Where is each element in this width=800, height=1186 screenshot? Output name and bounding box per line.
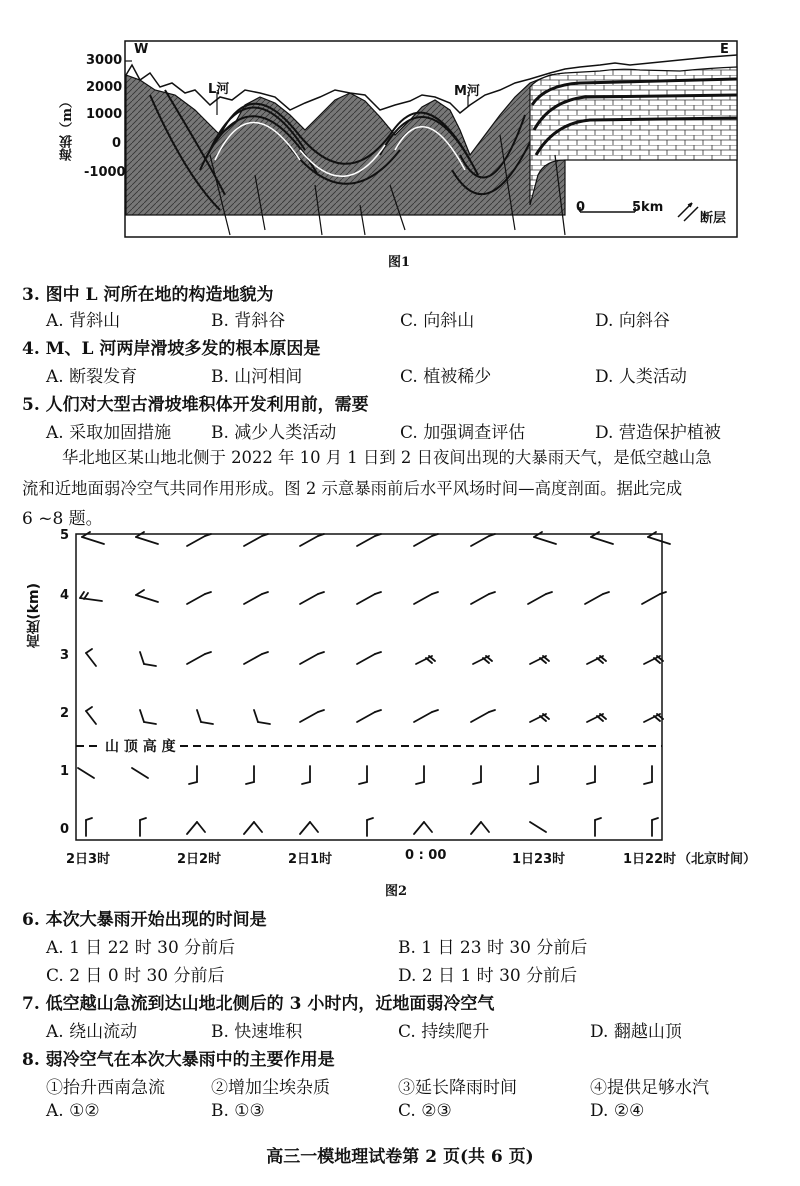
wind-barb-r2-c3 [244, 654, 262, 664]
q4-stem: 4. M、L 河两岸滑坡多发的根本原因是 [22, 339, 321, 359]
wind-barb-r1-c8-flag [546, 592, 552, 594]
fig2-x-tick-2d3h: 2日3时 [66, 852, 111, 867]
wind-barb-r3-c0-flag [86, 707, 92, 711]
fig2-y-tick-4: 4 [60, 588, 70, 603]
q5-option-b[interactable]: B. 减少人类活动 [211, 423, 337, 443]
wind-barb-r5-c4 [300, 822, 310, 834]
wind-barb-r1-c4 [300, 594, 318, 604]
wind-barb-r1-c5 [357, 594, 375, 604]
y-tick-1000: 1000 [86, 107, 123, 122]
wind-barb-r3-c6 [414, 712, 432, 722]
y-tick-neg1000: -1000 [84, 165, 126, 180]
wind-barb-r5-c8 [530, 822, 546, 832]
wind-barb-r1-c4-flag [318, 592, 324, 594]
figure1-caption: 图1 [388, 255, 411, 270]
q6-option-a[interactable]: A. 1 日 22 时 30 分前后 [46, 938, 236, 958]
q4-option-b[interactable]: B. 山河相间 [211, 367, 303, 387]
q8-option-c[interactable]: C. ②③ [398, 1101, 452, 1121]
q5-option-c[interactable]: C. 加强调查评估 [400, 423, 526, 443]
wind-barb-r3-c3 [254, 710, 258, 722]
fig2-x-tick-0h: 0 : 00 [405, 848, 447, 863]
q4-option-d[interactable]: D. 人类活动 [595, 367, 687, 387]
scale-5km: 5km [632, 200, 664, 215]
wind-barb-r5-c0-flag [86, 818, 92, 820]
wind-barb-r2-c0-flag [86, 649, 92, 653]
wind-barb-r3-c4 [300, 712, 318, 722]
fig2-y-axis-title [24, 583, 46, 648]
wind-barb-r0-c1 [136, 537, 158, 544]
wind-barb-r3-c5-flag [375, 710, 381, 712]
wind-barb-r3-c2 [197, 710, 201, 722]
fig2-y-tick-3: 3 [60, 648, 70, 663]
wind-barb-r3-c1 [140, 710, 144, 722]
fig2-x-unit: （北京时间） [678, 852, 757, 867]
q5-stem: 5. 人们对大型古滑坡堆积体开发利用前，需要 [22, 395, 369, 415]
wind-barb-r5-c7 [471, 822, 481, 834]
wind-barb-r4-c9-flag [587, 782, 595, 784]
wind-barb-r0-c7 [471, 536, 489, 546]
wind-barb-r2-c3-flag [262, 652, 268, 654]
q8-item-1: ①抬升西南急流 [46, 1078, 165, 1098]
fig2-x-tick-1d23h: 1日23时 [512, 852, 566, 867]
wind-barb-r1-c2-flag [205, 592, 211, 594]
wind-barb-r1-c2 [187, 594, 205, 604]
wind-barb-r5-c1-flag [140, 818, 146, 820]
y-tick-0: 0 [112, 136, 122, 151]
wind-barb-r1-c7-flag [489, 592, 495, 594]
wind-barb-r5-c10-flag [652, 818, 658, 820]
wind-barb-r2-c5-flag [375, 652, 381, 654]
q8-option-d[interactable]: D. ②④ [590, 1101, 645, 1121]
wind-barb-r4-c4-flag [302, 782, 310, 784]
q3-option-b[interactable]: B. 背斜谷 [211, 311, 286, 331]
q4-option-c[interactable]: C. 植被稀少 [400, 367, 492, 387]
scale-zero: 0 [576, 200, 586, 215]
wind-barb-r0-c4 [300, 536, 318, 546]
wind-barb-r2-c4-flag [318, 652, 324, 654]
wind-barb-r5-c9-flag [595, 818, 601, 820]
wind-barb-r0-c5 [357, 536, 375, 546]
wind-barb-r1-c7 [471, 594, 489, 604]
wind-barb-r0-c0 [82, 537, 104, 544]
fig2-y-tick-1: 1 [60, 764, 70, 779]
fig2-x-tick-2d2h: 2日2时 [177, 852, 222, 867]
wind-barb-r5-c7-b [481, 822, 489, 832]
label-e: E [720, 42, 729, 57]
wind-barb-r4-c0 [78, 768, 94, 778]
wind-barb-r3-c6-flag [432, 710, 438, 712]
wind-barb-r5-c2-b [197, 822, 205, 832]
q5-option-d[interactable]: D. 营造保护植被 [595, 423, 721, 443]
wind-barb-r0-c10 [648, 537, 670, 544]
wind-barb-r1-c3-flag [262, 592, 268, 594]
figure1 [60, 35, 750, 245]
wind-barb-r4-c6-flag [416, 782, 424, 784]
wind-barb-r2-c0 [86, 653, 96, 666]
fault-legend-label: 断层 [700, 211, 727, 226]
q3-option-c[interactable]: C. 向斜山 [400, 311, 475, 331]
wind-barb-r2-c1 [140, 652, 144, 664]
q7-option-c[interactable]: C. 持续爬升 [398, 1022, 490, 1042]
wind-barb-r0-c8 [534, 537, 556, 544]
wind-barb-r0-c9 [591, 537, 613, 544]
wind-barb-r3-c7 [471, 712, 489, 722]
fig2-y-tick-2: 2 [60, 706, 70, 721]
passage [22, 442, 778, 535]
wind-barb-r5-c5-flag [367, 818, 373, 820]
fault-legend-icon [678, 203, 698, 221]
wind-barb-r3-c1-flag [144, 722, 156, 724]
river-l-label: L河 [208, 82, 230, 97]
wind-barb-r4-c5-flag [359, 782, 367, 784]
y-tick-2000: 2000 [86, 80, 123, 95]
fig2-y-tick-5: 5 [60, 528, 70, 543]
wind-barb-r1-c10 [642, 594, 660, 604]
wind-barb-r3-c2-flag [201, 722, 213, 724]
wind-barb-r3-c3-flag [258, 722, 270, 724]
wind-profile-plot [20, 528, 780, 873]
q8-item-4: ④提供足够水汽 [590, 1078, 709, 1098]
wind-barb-r4-c2-flag [189, 782, 197, 784]
wind-barb-r0-c3 [244, 536, 262, 546]
q8-item-3: ③延长降雨时间 [398, 1078, 517, 1098]
q3-option-d[interactable]: D. 向斜谷 [595, 311, 670, 331]
fig2-x-tick-2d1h: 2日1时 [288, 852, 333, 867]
wind-barb-r1-c6 [414, 594, 432, 604]
wind-barb-r5-c2 [187, 822, 197, 834]
wind-barb-r4-c7-flag [473, 782, 481, 784]
wind-barb-r3-c4-flag [318, 710, 324, 712]
wind-barb-r1-c10-flag [660, 592, 666, 594]
wind-barb-r4-c10-flag [644, 782, 652, 784]
wind-barb-r0-c6 [414, 536, 432, 546]
q4-option-a[interactable]: A. 断裂发育 [46, 367, 138, 387]
wind-barb-r4-c8-flag [530, 782, 538, 784]
wind-barb-r2-c1-flag [144, 664, 156, 666]
q7-stem: 7. 低空越山急流到达山地北侧后的 3 小时内，近地面弱冷空气 [22, 994, 495, 1014]
wind-barb-r1-c0-f1 [80, 592, 84, 598]
passage-line-2: 流和近地面弱冷空气共同作用形成。图 2 示意暴雨前后水平风场时间—高度剖面。据此完成 [22, 479, 683, 498]
q7-option-d[interactable]: D. 翻越山顶 [590, 1022, 682, 1042]
wind-barb-r3-c7-flag [489, 710, 495, 712]
wind-barb-r3-c5 [357, 712, 375, 722]
q3-option-a[interactable]: A. 背斜山 [46, 311, 121, 331]
wind-barb-r1-c5-flag [375, 592, 381, 594]
q7-option-b[interactable]: B. 快速堆积 [211, 1022, 303, 1042]
fig2-y-tick-0: 0 [60, 822, 70, 837]
wind-barb-r2-c2 [187, 654, 205, 664]
passage-line-1: 华北地区某山地北侧于 2022 年 10 月 1 日到 2 日夜间出现的大暴雨天气，是低空越山急 [62, 448, 712, 467]
wind-barb-r1-c1-flag [136, 590, 144, 595]
wind-barb-r5-c3 [244, 822, 254, 834]
river-m-label: M河 [454, 84, 480, 99]
q8-item-2: ②增加尘埃杂质 [211, 1078, 330, 1098]
q6-stem: 6. 本次大暴雨开始出现的时间是 [22, 910, 267, 930]
wind-barb-r1-c1 [136, 595, 158, 602]
page-footer: 高三一模地理试卷第 2 页(共 6 页) [266, 1147, 534, 1167]
q8-option-a[interactable]: A. ①② [46, 1101, 100, 1121]
q6-option-d[interactable]: D. 2 日 1 时 30 分前后 [398, 966, 578, 986]
y-axis-title-text: 海拔（m） [60, 95, 75, 161]
mountain-top-label: 山 顶 高 度 [102, 736, 179, 756]
wind-barb-r2-c4 [300, 654, 318, 664]
q7-option-a[interactable]: A. 绕山流动 [46, 1022, 138, 1042]
y-axis-title [58, 95, 78, 161]
fig2-x-tick-1d22h: 1日22时 [623, 852, 677, 867]
wind-barb-r1-c6-flag [432, 592, 438, 594]
q5-option-a[interactable]: A. 采取加固措施 [46, 423, 172, 443]
passage-line-3: 6 ~8 题。 [22, 509, 103, 529]
y-tick-3000: 3000 [86, 53, 123, 68]
wind-barb-r1-c9-flag [603, 592, 609, 594]
wind-barb-r2-c5 [357, 654, 375, 664]
wind-barb-r4-c3-flag [246, 782, 254, 784]
q3-stem: 3. 图中 L 河所在地的构造地貌为 [22, 285, 274, 305]
wind-barb-r1-c9 [585, 594, 603, 604]
q6-option-b[interactable]: B. 1 日 23 时 30 分前后 [398, 938, 588, 958]
q6-option-c[interactable]: C. 2 日 0 时 30 分前后 [46, 966, 225, 986]
wind-barb-r3-c0 [86, 711, 96, 724]
wind-barb-r2-c2-flag [205, 652, 211, 654]
wind-barb-r5-c3-b [254, 822, 262, 832]
figure2-caption: 图2 [385, 884, 408, 899]
q8-stem: 8. 弱冷空气在本次大暴雨中的主要作用是 [22, 1050, 335, 1070]
wind-barb-r4-c1 [132, 768, 148, 778]
wind-barb-r5-c6 [414, 822, 424, 834]
wind-barb-r1-c3 [244, 594, 262, 604]
wind-barb-r1-c8 [528, 594, 546, 604]
label-w: W [134, 42, 149, 57]
wind-barb-r5-c4-b [310, 822, 318, 832]
wind-barb-r5-c6-b [424, 822, 432, 832]
wind-barb-r0-c2 [187, 536, 205, 546]
figure2 [20, 528, 780, 873]
q8-option-b[interactable]: B. ①③ [211, 1101, 265, 1121]
fig2-y-axis-title-text: 高度(km) [26, 583, 42, 648]
